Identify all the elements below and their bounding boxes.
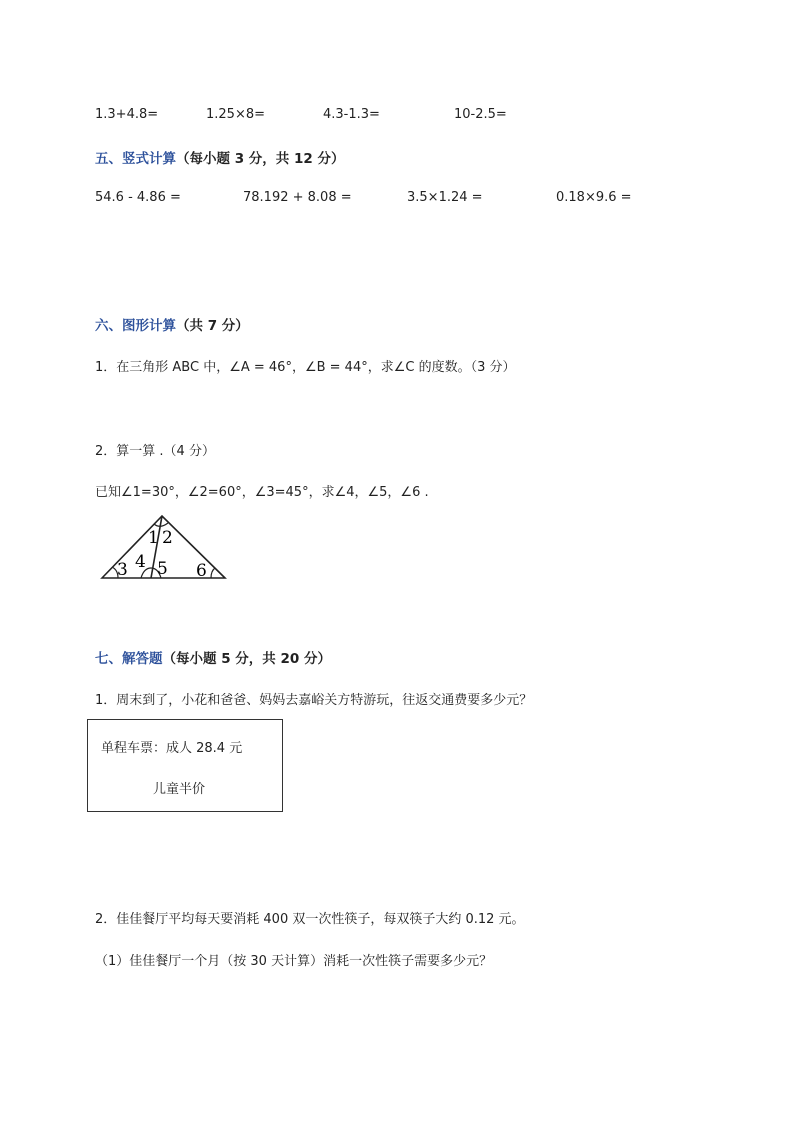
angle-label: 2 bbox=[162, 528, 173, 548]
section-5-heading bbox=[95, 147, 344, 167]
section-6-title: 六、图形计算 bbox=[95, 318, 176, 334]
ticket-info-box bbox=[87, 719, 283, 812]
question-7-1: 1．周末到了，小花和爸爸、妈妈去嘉峪关方特游玩，往返交通费要多少元？ bbox=[95, 693, 533, 708]
angle-arc-right bbox=[211, 568, 215, 578]
angle-label: 4 bbox=[135, 552, 146, 572]
vertical-calc-item: 78.192 + 8.08 = bbox=[243, 190, 352, 205]
question-6-1: 1．在三角形 ABC 中，∠A = 46°，∠B = 44°，求∠C 的度数。（3 分） bbox=[95, 360, 516, 375]
vertical-calc-item: 0.18×9.6 = bbox=[556, 190, 632, 205]
section-7-score: （每小题 5 分，共 20 分） bbox=[162, 651, 331, 667]
angle-label: 6 bbox=[196, 561, 207, 581]
section-6-score: （共 7 分） bbox=[176, 318, 249, 334]
section-5-score: （每小题 3 分，共 12 分） bbox=[176, 151, 345, 167]
section-6-heading bbox=[95, 314, 249, 334]
section-7-title: 七、解答题 bbox=[95, 651, 163, 667]
section-7-heading bbox=[95, 647, 331, 667]
section-5-title: 五、竖式计算 bbox=[95, 151, 176, 167]
calc-item: 1.3+4.8= bbox=[95, 107, 159, 122]
angle-label: 3 bbox=[117, 560, 128, 580]
ticket-price-line: 单程车票：成人 28.4 元 bbox=[101, 741, 243, 756]
question-7-2-1: （1）佳佳餐厅一个月（按 30 天计算）消耗一次性筷子需要多少元？ bbox=[95, 954, 493, 969]
question-6-2: 2．算一算 .（4 分） bbox=[95, 444, 215, 459]
vertical-calc-item: 54.6 - 4.86 = bbox=[95, 190, 181, 205]
triangle-figure bbox=[98, 512, 230, 584]
calc-item: 1.25×8= bbox=[206, 107, 266, 122]
ticket-child-line: 儿童半价 bbox=[153, 782, 206, 797]
question-7-2: 2．佳佳餐厅平均每天要消耗 400 双一次性筷子，每双筷子大约 0.12 元。 bbox=[95, 912, 525, 927]
question-6-2-given: 已知∠1=30°，∠2=60°，∠3=45°，求∠4，∠5，∠6 . bbox=[95, 485, 429, 500]
calc-item: 10-2.5= bbox=[454, 107, 507, 122]
angle-label: 1 bbox=[148, 528, 159, 548]
angle-label: 5 bbox=[157, 559, 168, 579]
vertical-calc-item: 3.5×1.24 = bbox=[407, 190, 483, 205]
calc-item: 4.3-1.3= bbox=[323, 107, 380, 122]
